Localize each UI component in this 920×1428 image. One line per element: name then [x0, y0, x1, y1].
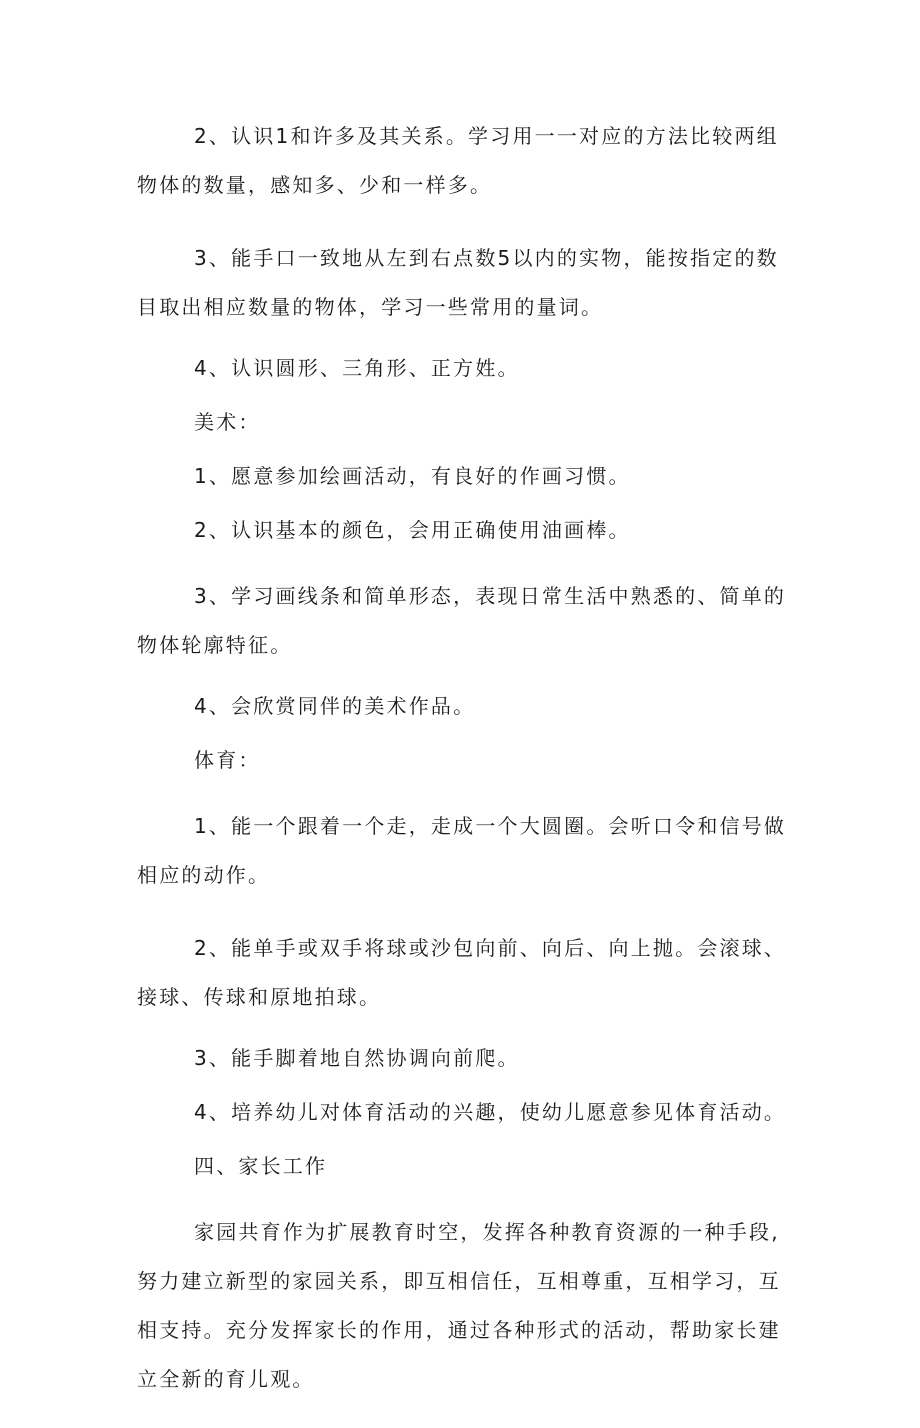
paragraph-pe-3: 3、能手脚着地自然协调向前爬。	[194, 1046, 520, 1070]
document-body	[137, 112, 792, 1428]
paragraph-math-3: 3、能手口一致地从左到右点数5以内的实物，能按指定的数目取出相应数量的物体，学习一些常用的量词。	[137, 246, 779, 319]
paragraph-pe-4: 4、培养幼儿对体育活动的兴趣，使幼儿愿意参见体育活动。	[194, 1100, 787, 1124]
paragraph-art-2: 2、认识基本的颜色，会用正确使用油画棒。	[194, 518, 631, 542]
heading-parent-work: 四、家长工作	[194, 1154, 328, 1178]
paragraph-parent-work: 家园共育作为扩展教育时空，发挥各种教育资源的一种手段,努力建立新型的家园关系，即互相信任，互相尊重，互相学习，互相支持。充分发挥家长的作用，通过各种形式的活动，帮助家长建立全新的育儿观。	[137, 1220, 781, 1391]
paragraph-pe-2: 2、能单手或双手将球或沙包向前、向后、向上抛。会滚球、接球、传球和原地拍球。	[137, 936, 787, 1009]
heading-pe: 体育：	[194, 748, 261, 772]
paragraph-art-3: 3、学习画线条和简单形态，表现日常生活中熟悉的、简单的物体轮廓特征。	[137, 584, 787, 657]
paragraph-math-4: 4、认识圆形、三角形、正方姓。	[194, 356, 520, 380]
paragraph-pe-1: 1、能一个跟着一个走，走成一个大圆圈。会听口令和信号做相应的动作。	[137, 814, 787, 887]
paragraph-art-4: 4、会欣赏同伴的美术作品。	[194, 694, 476, 718]
heading-art: 美术：	[194, 410, 261, 434]
paragraph-math-2: 2、认识1和许多及其关系。学习用一一对应的方法比较两组物体的数量，感知多、少和一样多。	[137, 124, 779, 197]
paragraph-art-1: 1、愿意参加绘画活动，有良好的作画习惯。	[194, 464, 631, 488]
